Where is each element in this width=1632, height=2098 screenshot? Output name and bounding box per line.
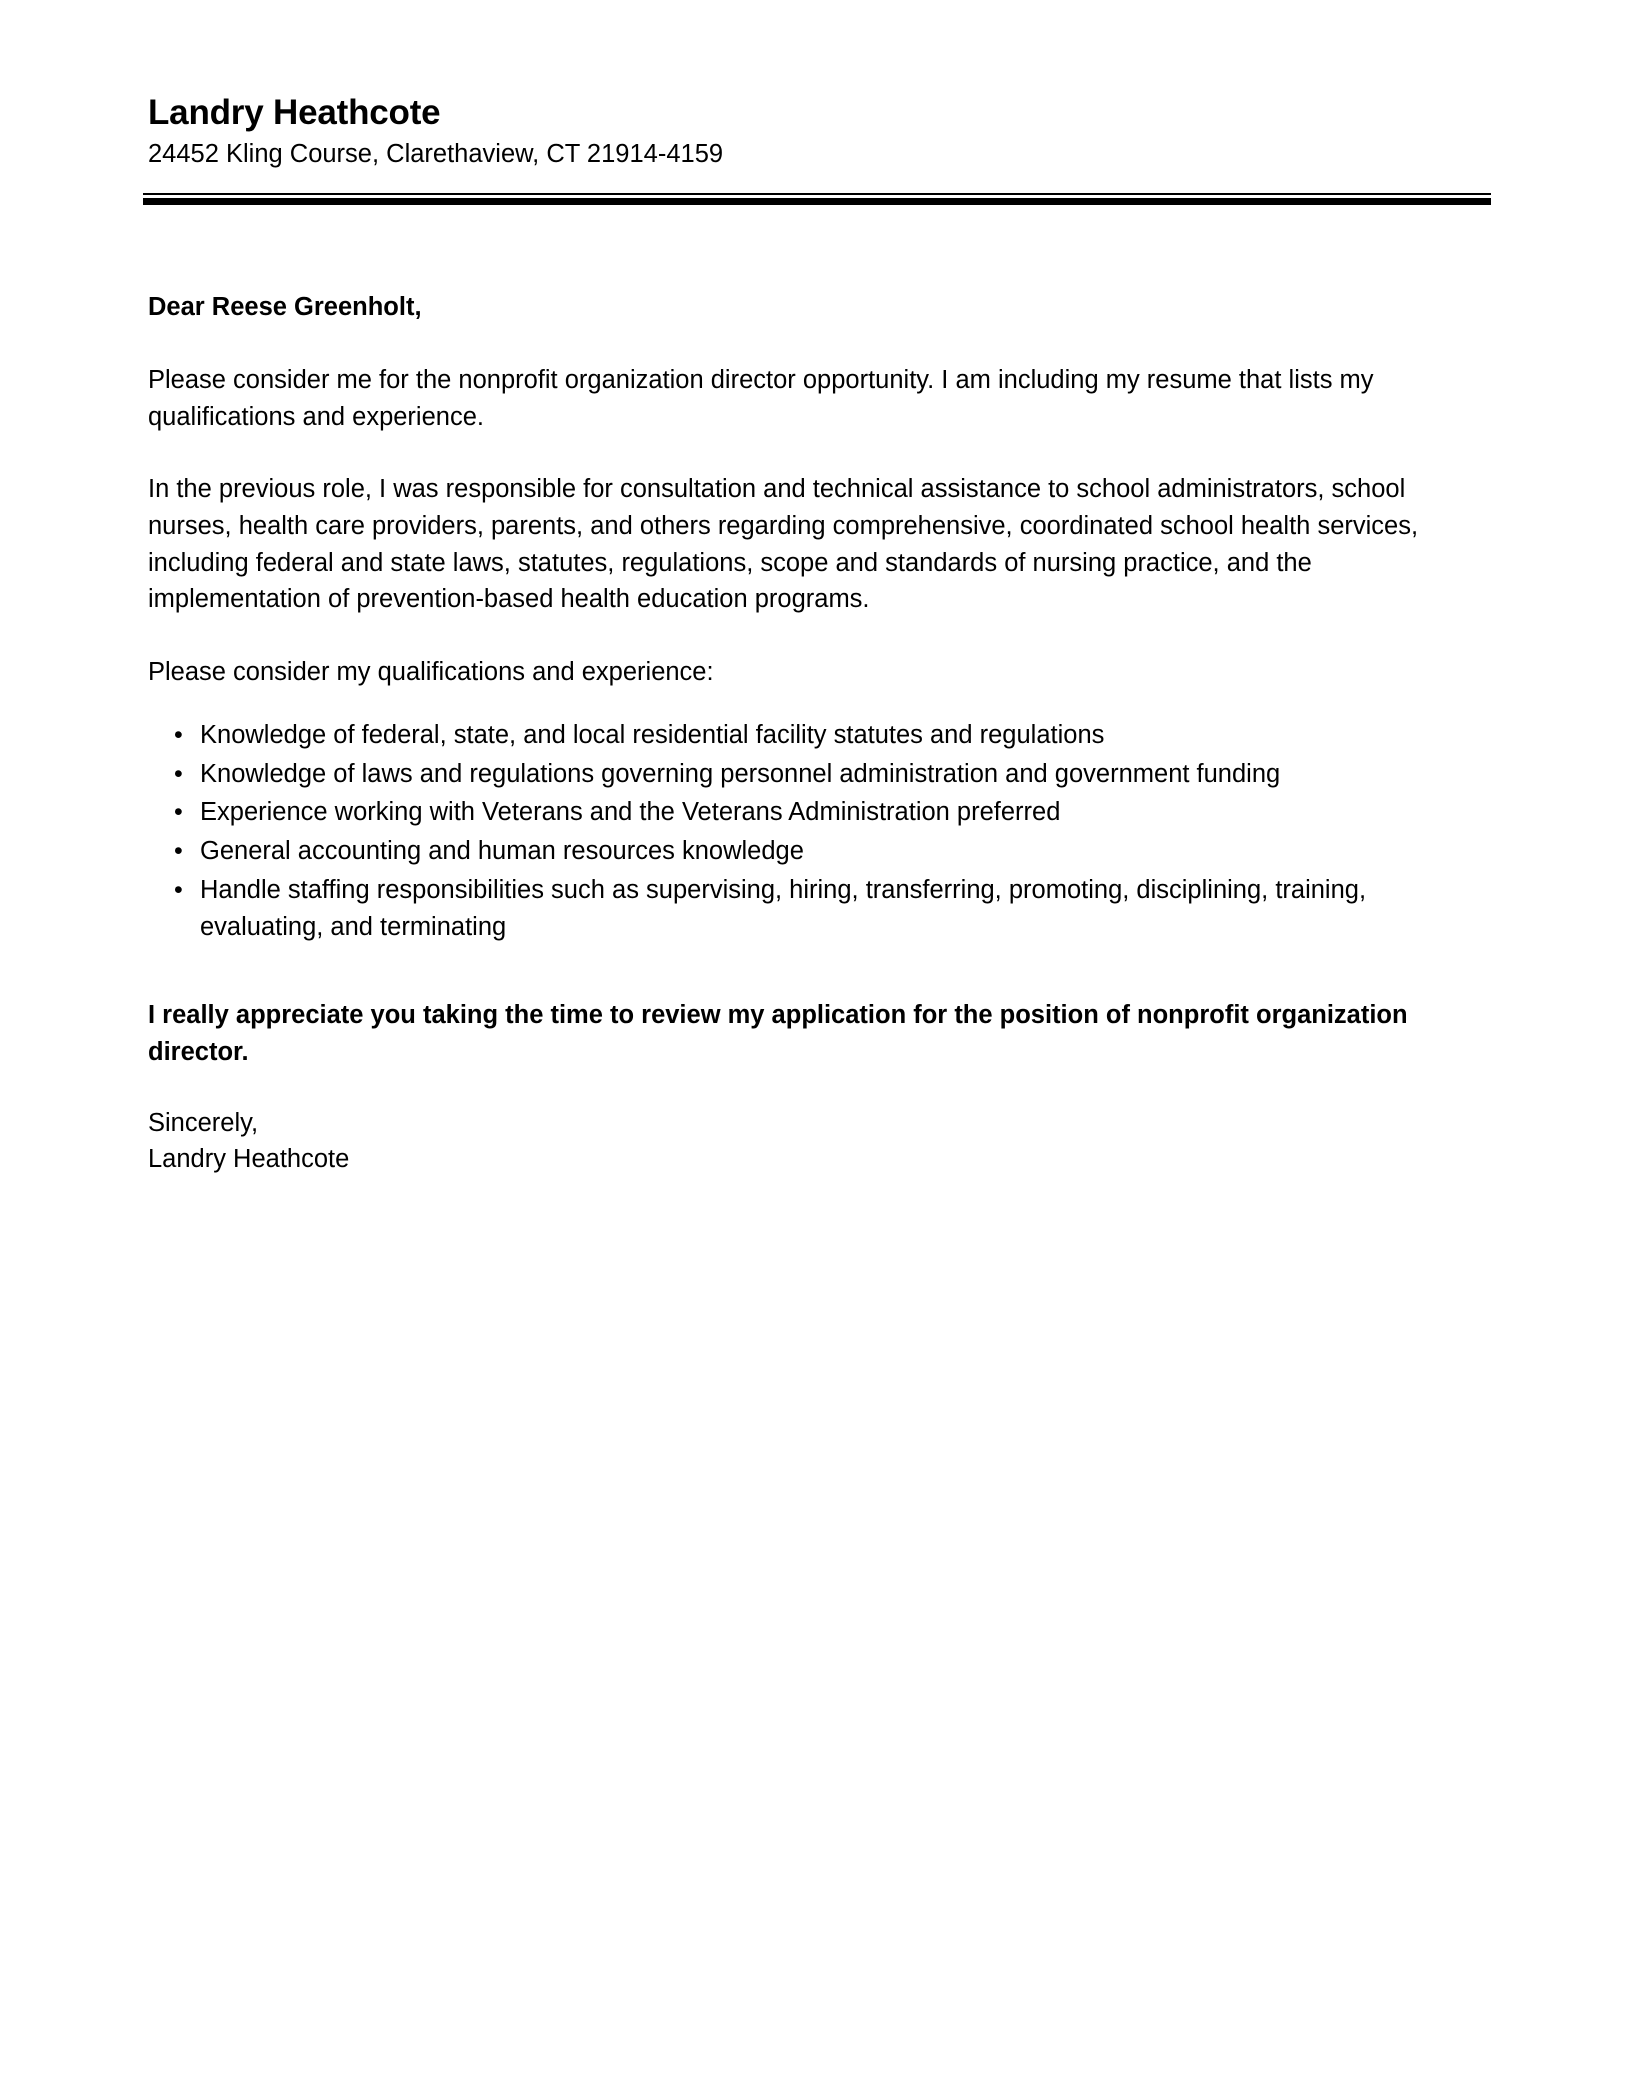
list-item bbox=[148, 717, 1486, 754]
bullet-icon: • bbox=[174, 759, 183, 788]
closing-statement: I really appreciate you taking the time to review my application for the position of nonprofit organization director. bbox=[148, 1001, 1408, 1066]
body-paragraph-3: Please consider my qualifications and experience: bbox=[148, 658, 714, 687]
body-paragraph-1: Please consider me for the nonprofit organization director opportunity. I am including my resume that lists my qualifications and experience. bbox=[148, 365, 1374, 431]
salutation: Dear Reese Greenholt, bbox=[148, 293, 422, 322]
bullet-icon: • bbox=[174, 798, 183, 827]
list-item-label: Knowledge of federal, state, and local residential facility statutes and regulations bbox=[200, 720, 1105, 749]
list-item bbox=[148, 833, 1486, 870]
sender-name: Landry Heathcote bbox=[148, 93, 441, 132]
list-item-label: Knowledge of laws and regulations governing personnel administration and government funding bbox=[200, 759, 1281, 788]
letter-body bbox=[148, 289, 1486, 1178]
list-item bbox=[148, 872, 1486, 945]
bullet-icon: • bbox=[174, 875, 183, 904]
signature-name: Landry Heathcote bbox=[148, 1145, 350, 1174]
divider-rule-thick bbox=[143, 198, 1491, 205]
letterhead bbox=[143, 0, 1491, 171]
letter-content bbox=[143, 0, 1491, 1178]
list-item-label: General accounting and human resources knowledge bbox=[200, 837, 804, 866]
sign-off: Sincerely, bbox=[148, 1108, 259, 1137]
list-item bbox=[148, 794, 1486, 831]
bullet-icon: • bbox=[174, 837, 183, 866]
body-paragraph-2: In the previous role, I was responsible for consultation and technical assistance to school administrators, school nurses, health care providers, parents, and others regarding comprehensive, coordinated school health services, including federal and state laws, statutes, regulations, scope and standards of nursing practice, and the implementation of prevention-based health education programs. bbox=[148, 475, 1419, 614]
list-item bbox=[148, 756, 1486, 793]
bullet-icon: • bbox=[174, 720, 183, 749]
qualifications-list bbox=[148, 717, 1486, 945]
sender-address: 24452 Kling Course, Clarethaview, CT 21914-4159 bbox=[148, 140, 724, 169]
header-divider bbox=[143, 193, 1491, 205]
signature-block bbox=[148, 1105, 1486, 1178]
list-item-label: Handle staffing responsibilities such as supervising, hiring, transferring, promoting, disciplining, training, evaluating, and terminating bbox=[200, 875, 1367, 941]
list-item-label: Experience working with Veterans and the Veterans Administration preferred bbox=[200, 798, 1061, 827]
